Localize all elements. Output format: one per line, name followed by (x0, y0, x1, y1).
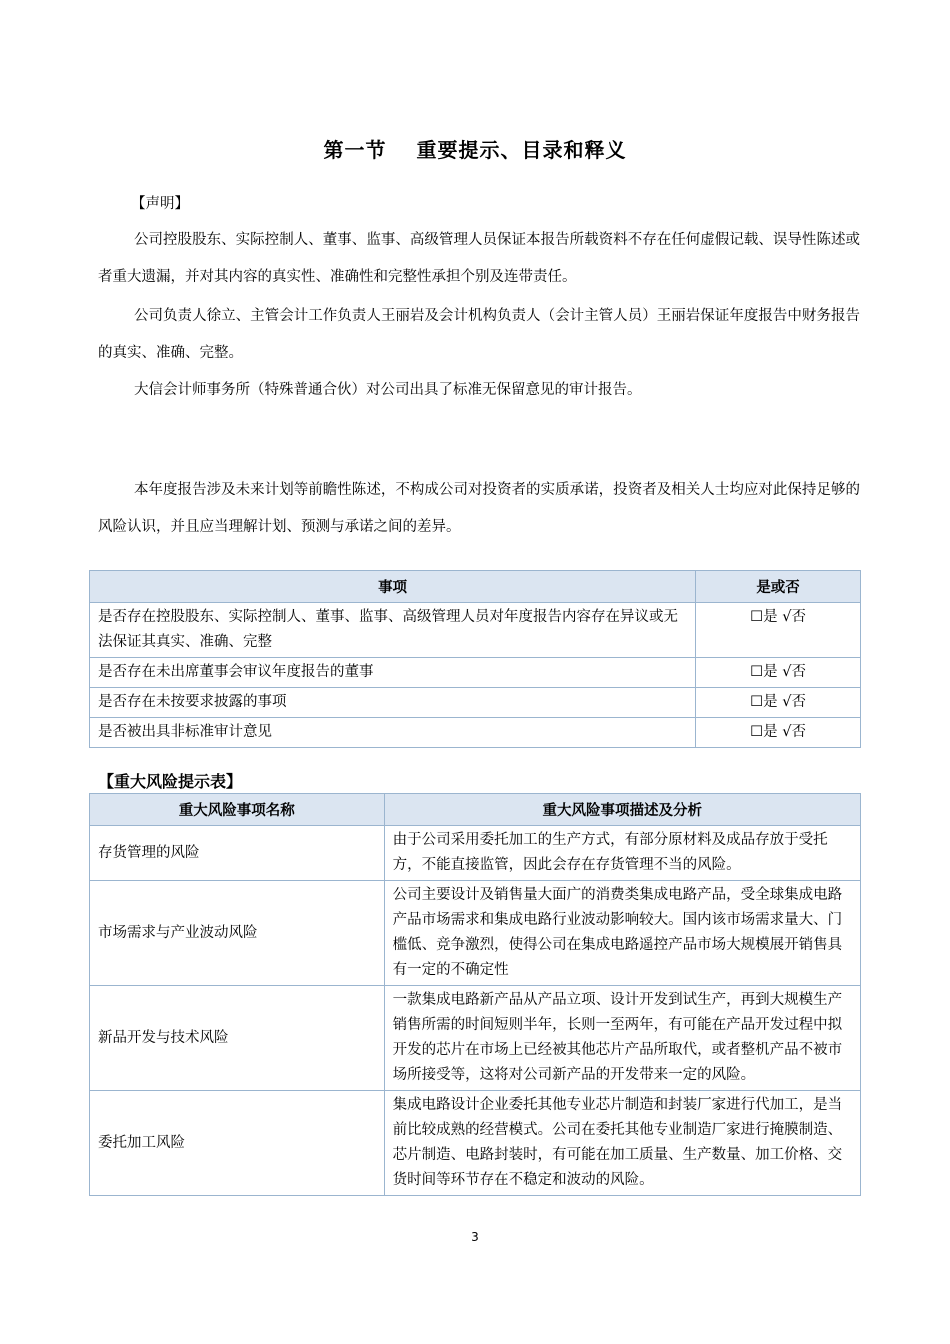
statement-paragraph-1: 公司控股股东、实际控制人、董事、监事、高级管理人员保证本报告所载资料不存在任何虚假记载、误导性陈述或者重大遗漏，并对其内容的真实性、准确性和完整性承担个别及连带责任。 (98, 232, 860, 285)
statement-paragraph-2: 公司负责人徐立、主管会计工作负责人王丽岩及会计机构负责人（会计主管人员）王丽岩保证年度报告中财务报告的真实、准确、完整。 (98, 308, 860, 361)
table-row (90, 1091, 861, 1196)
header-risk-name: 重大风险事项名称 (90, 794, 385, 826)
page-title (0, 134, 950, 163)
page-number: 3 (471, 1230, 479, 1244)
risk-description: 一款集成电路新产品从产品立项、设计开发到试生产，再到大规模生产销售所需的时间短则半年，长则一至两年，有可能在产品开发过程中拟开发的芯片在市场上已经被其他芯片产品所取代，或者整机产品不被市场所接受等，这将对公司新产品的开发带来一定的风险。 (384, 986, 860, 1091)
table-row (90, 688, 861, 718)
risk-name: 新品开发与技术风险 (90, 986, 385, 1091)
table-row (90, 658, 861, 688)
section-number: 第一节 (323, 138, 387, 162)
forward-looking-paragraph: 本年度报告涉及未来计划等前瞻性陈述，不构成公司对投资者的实质承诺，投资者及相关人士均应对此保持足够的风险认识，并且应当理解计划、预测与承诺之间的差异。 (98, 482, 860, 535)
check-answer: ☐是 √否 (696, 603, 861, 658)
table-header-row (90, 571, 861, 603)
check-item: 是否存在未按要求披露的事项 (90, 688, 696, 718)
statement-label: 【声明】 (131, 196, 189, 212)
risk-name: 存货管理的风险 (90, 826, 385, 881)
table-row (90, 826, 861, 881)
header-item: 事项 (90, 571, 696, 603)
check-item: 是否存在控股股东、实际控制人、董事、监事、高级管理人员对年度报告内容存在异议或无法保证其真实、准确、完整 (90, 603, 696, 658)
check-answer: ☐是 √否 (696, 718, 861, 748)
check-item: 是否存在未出席董事会审议年度报告的董事 (90, 658, 696, 688)
header-yes-no: 是或否 (696, 571, 861, 603)
table-row (90, 881, 861, 986)
check-answer: ☐是 √否 (696, 658, 861, 688)
table-row (90, 603, 861, 658)
check-table (89, 570, 861, 748)
risk-name: 委托加工风险 (90, 1091, 385, 1196)
risk-table (89, 793, 861, 1196)
risk-description: 由于公司采用委托加工的生产方式，有部分原材料及成品存放于受托方，不能直接监管，因此会存在存货管理不当的风险。 (384, 826, 860, 881)
check-answer: ☐是 √否 (696, 688, 861, 718)
table-row (90, 718, 861, 748)
risk-description: 集成电路设计企业委托其他专业芯片制造和封装厂家进行代加工，是当前比较成熟的经营模式。公司在委托其他专业制造厂家进行掩膜制造、芯片制造、电路封装时，有可能在加工质量、生产数量、加工价格、交货时间等环节存在不稳定和波动的风险。 (384, 1091, 860, 1196)
check-item: 是否被出具非标准审计意见 (90, 718, 696, 748)
risk-name: 市场需求与产业波动风险 (90, 881, 385, 986)
header-risk-desc: 重大风险事项描述及分析 (384, 794, 860, 826)
section-title: 重要提示、目录和释义 (416, 138, 627, 162)
risk-description: 公司主要设计及销售量大面广的消费类集成电路产品，受全球集成电路产品市场需求和集成电路行业波动影响较大。国内该市场需求量大、门槛低、竞争激烈，使得公司在集成电路遥控产品市场大规模展开销售具有一定的不确定性 (384, 881, 860, 986)
statement-paragraph-3: 大信会计师事务所（特殊普通合伙）对公司出具了标准无保留意见的审计报告。 (134, 382, 642, 398)
risk-table-title: 【重大风险提示表】 (98, 772, 243, 791)
table-header-row (90, 794, 861, 826)
table-row (90, 986, 861, 1091)
